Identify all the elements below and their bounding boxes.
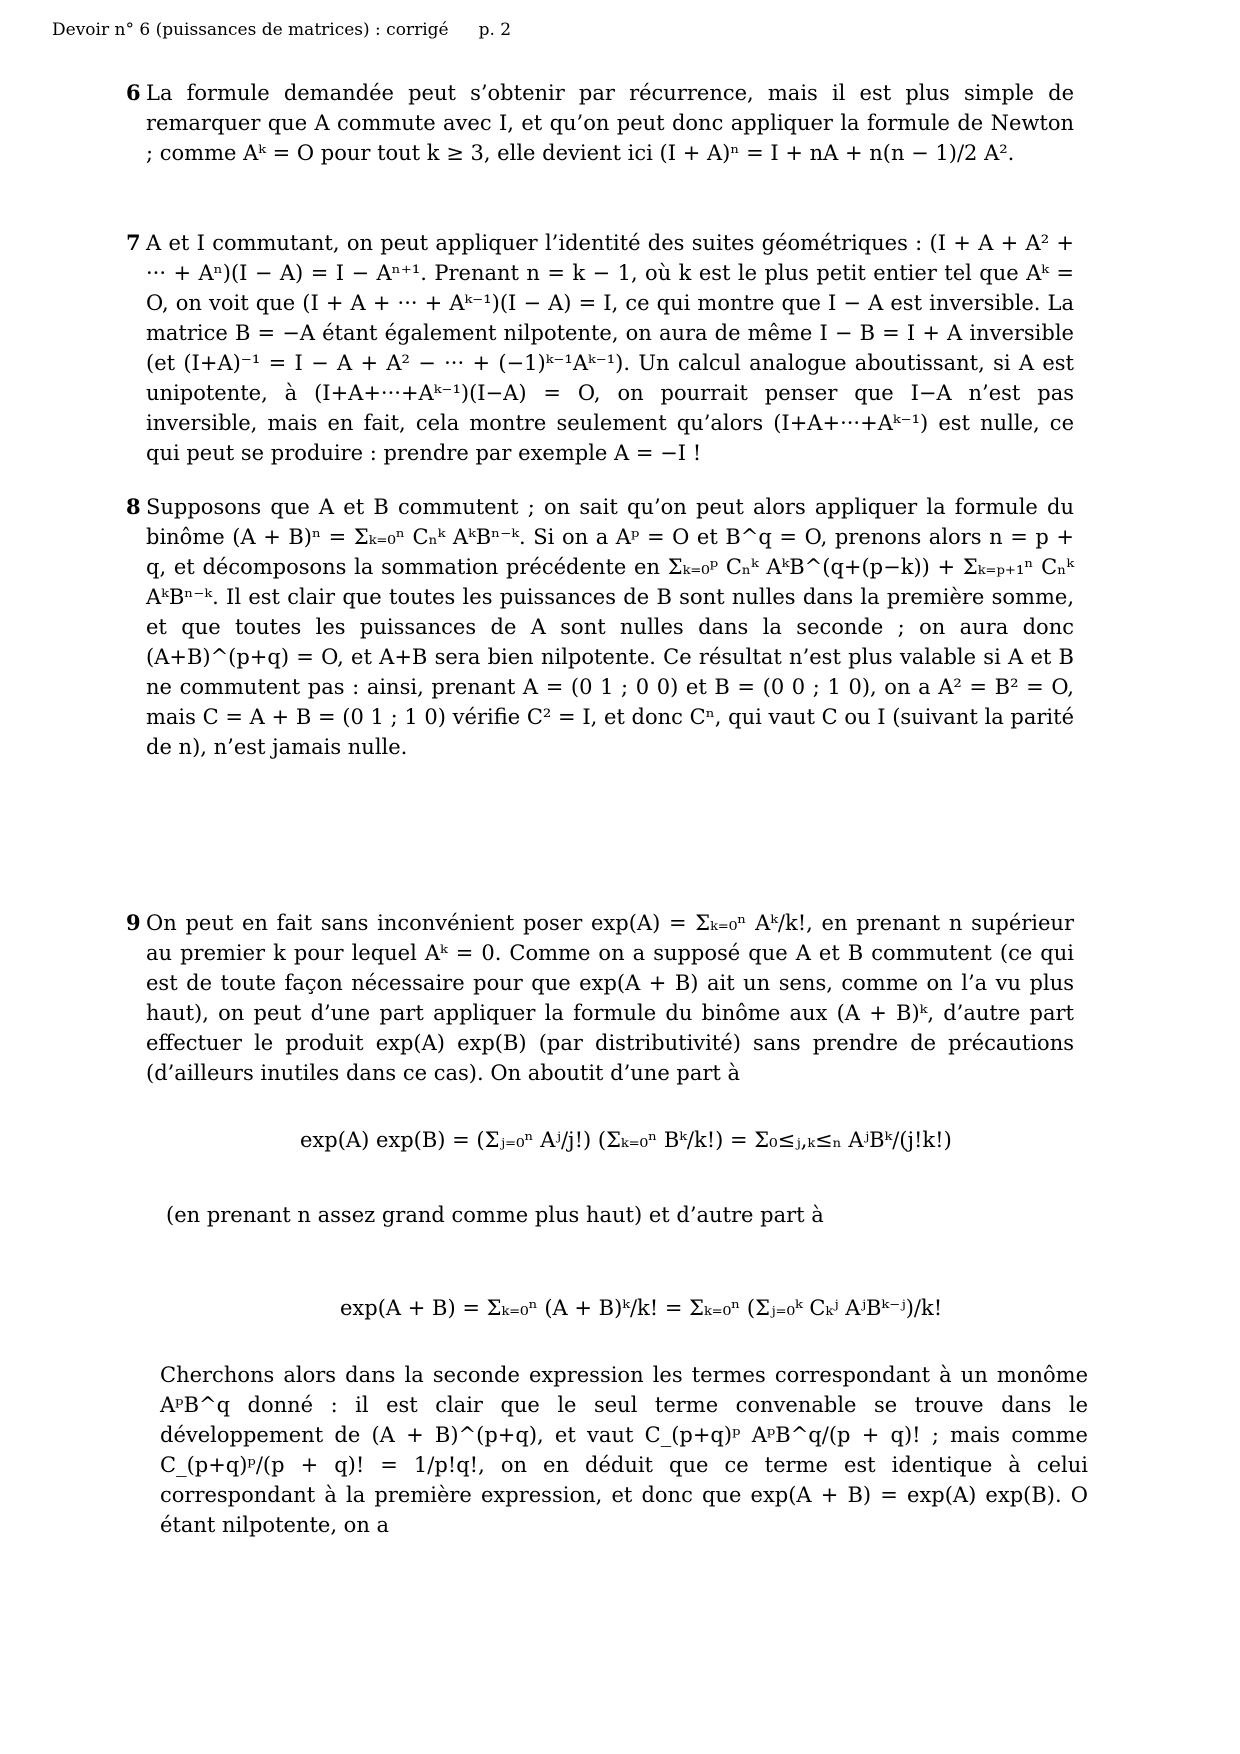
section-text: La formule demandée peut s’obtenir par récurrence, mais il est plus simple de remarquer que A commute avec I, et qu’on peut donc appliquer la formule de Newton ; comme Aᵏ = O pour tout k ≥ 3, elle devient ici (I + A)ⁿ = I + nA + n(n − 1)/2 A². [146, 81, 1074, 165]
section-7 [126, 228, 1074, 468]
section-6 [126, 78, 1074, 168]
section-text: On peut en fait sans inconvénient poser exp(A) = Σₖ₌₀ⁿ Aᵏ/k!, en prenant n supérieur au premier k pour lequel Aᵏ = 0. Comme on a supposé que A et B commutent (ce qui est de toute façon nécessaire pour que exp(A + B) ait un sens, comme on l’a vu plus haut), on peut d’une part appliquer la formule du binôme aux (A + B)ᵏ, d’autre part effectuer le produit exp(A) exp(B) (par distributivité) sans prendre de précautions (d’ailleurs inutiles dans ce cas). On aboutit d’une part à [146, 911, 1074, 1085]
section-number: 8 [126, 494, 141, 519]
equation-exp-sum: exp(A + B) = Σₖ₌₀ⁿ (A + B)ᵏ/k! = Σₖ₌₀ⁿ (Σⱼ₌₀ᵏ Cₖʲ AʲBᵏ⁻ʲ)/k! [340, 1296, 943, 1320]
section-9 [126, 908, 1074, 1088]
equation-exp-product: exp(A) exp(B) = (Σⱼ₌₀ⁿ Aʲ/j!) (Σₖ₌₀ⁿ Bᵏ/k!) = Σ₀≤ⱼ,ₖ≤ₙ AʲBᵏ/(j!k!) [300, 1128, 952, 1152]
between-text: (en prenant n assez grand comme plus haut) et d’autre part à [166, 1203, 824, 1227]
section-text: A et I commutant, on peut appliquer l’identité des suites géométriques : (I + A + A² + ··· + Aⁿ)(I − A) = I − Aⁿ⁺¹. Prenant n = k − 1, où k est le plus petit entier tel que Aᵏ = O, on voit que (I + A + ··· + Aᵏ⁻¹)(I − A) = I, ce qui montre que I − A est inversible. La matrice B = −A étant également nilpotente, on aura de même I − B = I + A inversible (et (I+A)⁻¹ = I − A + A² − ··· + (−1)ᵏ⁻¹Aᵏ⁻¹). Un calcul analogue aboutissant, si A est unipotente, à (I+A+···+Aᵏ⁻¹)(I−A) = O, on pourrait penser que I−A n’est pas inversible, mais en fait, cela montre seulement qu’alors (I+A+···+Aᵏ⁻¹) est nulle, ce qui peut se produire : prendre par exemple A = −I ! [146, 231, 1074, 465]
section-number: 9 [126, 910, 141, 935]
header-page: p. 2 [478, 20, 512, 40]
section-8 [126, 492, 1074, 762]
section-text: Supposons que A et B commutent ; on sait qu’on peut alors appliquer la formule du binôme (A + B)ⁿ = Σₖ₌₀ⁿ Cₙᵏ AᵏBⁿ⁻ᵏ. Si on a Aᵖ = O et B^q = O, prenons alors n = p + q, et décomposons la sommation précédente en Σₖ₌₀ᵖ Cₙᵏ AᵏB^(q+(p−k)) + Σₖ₌ₚ₊₁ⁿ Cₙᵏ AᵏBⁿ⁻ᵏ. Il est clair que toutes les puissances de B sont nulles dans la première somme, et que toutes les puissances de A sont nulles dans la seconde ; on aura donc (A+B)^(p+q) = O, et A+B sera bien nilpotente. Ce résultat n’est plus valable si A et B ne commutent pas : ainsi, prenant A = (0 1 ; 0 0) et B = (0 0 ; 1 0), on a A² = B² = O, mais C = A + B = (0 1 ; 1 0) vérifie C² = I, et donc Cⁿ, qui vaut C ou I (suivant la parité de n), n’est jamais nulle. [146, 495, 1074, 759]
page-header [52, 20, 511, 40]
section-number: 7 [126, 230, 141, 255]
section-number: 6 [126, 80, 141, 105]
closing-paragraph: Cherchons alors dans la seconde expression les termes correspondant à un monôme AᵖB^q donné : il est clair que le seul terme convenable se trouve dans le développement de (A + B)^(p+q), et vaut C_(p+q)ᵖ AᵖB^q/(p + q)! ; mais comme C_(p+q)ᵖ/(p + q)! = 1/p!q!, on en déduit que ce terme est identique à celui correspondant à la première expression, et donc que exp(A + B) = exp(A) exp(B). O étant nilpotente, on a [160, 1363, 1088, 1537]
header-title: Devoir n° 6 (puissances de matrices) : corrigé [52, 20, 449, 40]
